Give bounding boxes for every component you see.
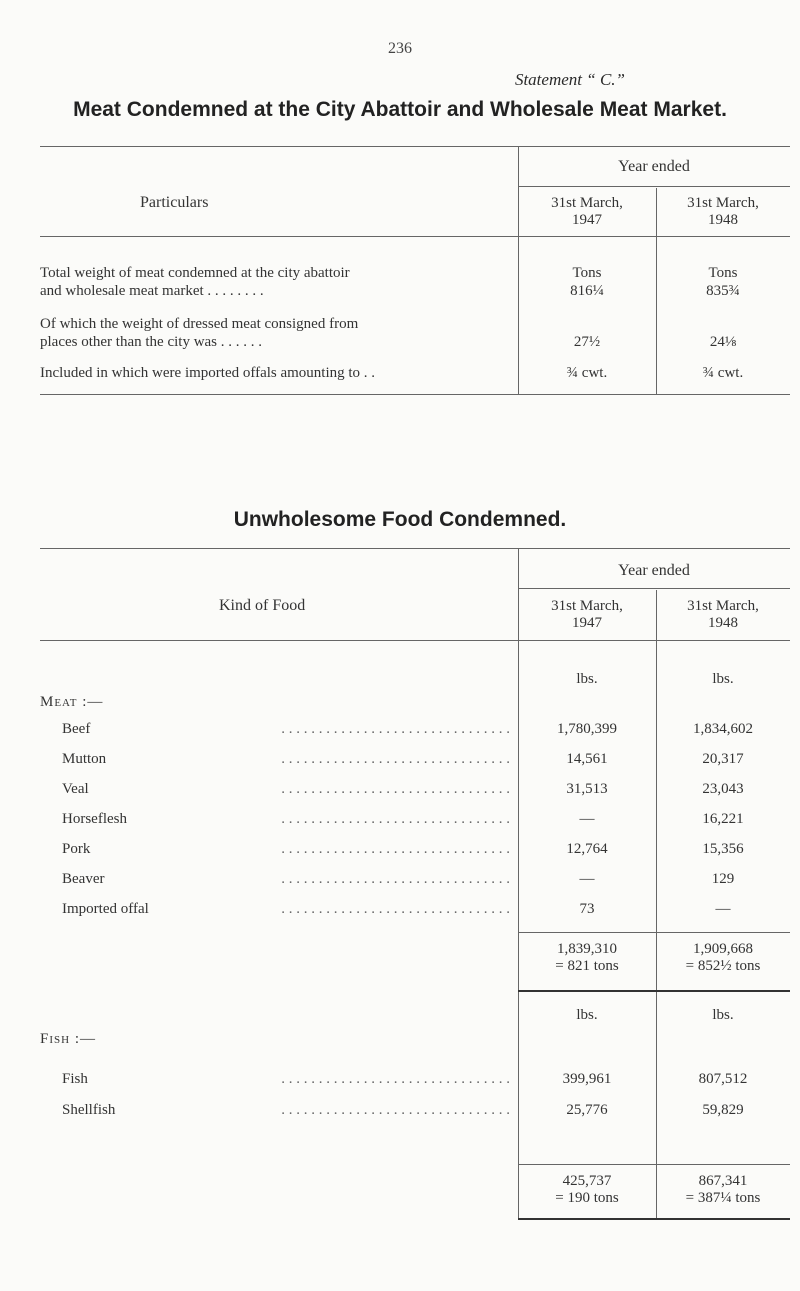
table2-col-1948-line2: 1948	[708, 615, 738, 631]
meat-row-label: Mutton	[62, 751, 107, 767]
table1-row2-label-line2: places other than the city was . . . . . .	[40, 334, 263, 350]
meat-heading: Meat :—	[40, 694, 104, 710]
fish-row-value-1948: 807,512	[698, 1071, 748, 1087]
meat-row-leader-dots: . . . . . . . . . . . . . . . . . . . . . . . . . . . . . . .	[281, 901, 510, 917]
fish-total-1948-tons: = 387¼ tons	[685, 1190, 761, 1206]
table2-header-rule	[40, 640, 790, 641]
meat-row-leader-dots: . . . . . . . . . . . . . . . . . . . . . . . . . . . . . . .	[281, 751, 510, 767]
meat-total-1947: 1,839,310	[557, 941, 617, 957]
table2-col-1947-line2: 1947	[572, 615, 602, 631]
fish-unit-1947: lbs.	[576, 1007, 598, 1023]
table1-year-ended: Year ended	[618, 158, 690, 175]
meat-row-value-1948: 23,043	[702, 781, 744, 797]
page-number: 236	[388, 40, 412, 57]
fish-total-rule	[518, 1218, 790, 1220]
table1-row2-value-1948: 24⅛	[709, 334, 737, 350]
meat-row-value-1948: 16,221	[702, 811, 744, 827]
fish-subtotal-rule	[518, 1164, 790, 1165]
meat-total-1948: 1,909,668	[693, 941, 753, 957]
meat-row-value-1947: 1,780,399	[557, 721, 617, 737]
meat-row-label: Veal	[62, 781, 89, 797]
table1-header-rule	[40, 236, 790, 237]
table1-col-particulars: Particulars	[140, 194, 209, 211]
meat-row-value-1948: 20,317	[702, 751, 744, 767]
meat-row-value-1947: 14,561	[566, 751, 608, 767]
statement-label: Statement “ C.”	[514, 70, 625, 89]
meat-row-value-1947: —	[579, 871, 595, 887]
table2-col-1948-line1: 31st March,	[687, 598, 759, 614]
meat-row-value-1947: —	[579, 811, 595, 827]
meat-row-leader-dots: . . . . . . . . . . . . . . . . . . . . . . . . . . . . . . .	[281, 841, 510, 857]
fish-row-label: Shellfish	[62, 1102, 116, 1118]
table1-row1-value-1948: 835¾	[706, 283, 740, 299]
meat-row-leader-dots: . . . . . . . . . . . . . . . . . . . . . . . . . . . . . . .	[281, 781, 510, 797]
table1-bottom-rule	[40, 394, 790, 395]
fish-total-1948: 867,341	[698, 1173, 748, 1189]
meat-unit-1947: lbs.	[576, 671, 598, 687]
table1-row3-label: Included in which were imported offals amounting to . .	[40, 365, 376, 381]
fish-row-value-1947: 25,776	[566, 1102, 608, 1118]
table1-col-1948-line1: 31st March,	[687, 195, 759, 211]
meat-row-value-1948: 15,356	[702, 841, 744, 857]
table2-top-rule	[40, 548, 790, 549]
meat-row-value-1947: 73	[579, 901, 595, 917]
meat-total-rule	[518, 990, 790, 992]
table1-col-1948-line2: 1948	[708, 212, 738, 228]
meat-row-leader-dots: . . . . . . . . . . . . . . . . . . . . . . . . . . . . . . .	[281, 871, 510, 887]
table2-col-kind: Kind of Food	[219, 597, 306, 614]
table1-row1-label-line2: and wholesale meat market . . . . . . . .	[40, 283, 264, 299]
fish-heading: Fish :—	[40, 1031, 96, 1047]
fish-unit-1948: lbs.	[712, 1007, 734, 1023]
meat-row-value-1948: 1,834,602	[693, 721, 753, 737]
table1-row3-value-1948: ¾ cwt.	[702, 365, 744, 381]
fish-total-1947: 425,737	[562, 1173, 612, 1189]
table1-col-1947-line1: 31st March,	[551, 195, 623, 211]
meat-row-leader-dots: . . . . . . . . . . . . . . . . . . . . . . . . . . . . . . .	[281, 811, 510, 827]
table1-row1-value-1947: 816¼	[570, 283, 604, 299]
meat-row-label: Horseflesh	[62, 811, 127, 827]
table1-row2-label-line1: Of which the weight of dressed meat consigned from	[40, 316, 359, 332]
table1-row1-label-line1: Total weight of meat condemned at the city abattoir	[40, 265, 350, 281]
table1-row1-unit-1947: Tons	[572, 265, 602, 281]
meat-row-leader-dots: . . . . . . . . . . . . . . . . . . . . . . . . . . . . . . .	[281, 721, 510, 737]
table2-title: Unwholesome Food Condemned.	[233, 508, 567, 531]
meat-total-1948-tons: = 852½ tons	[685, 958, 761, 974]
table1-row3-value-1947: ¾ cwt.	[566, 365, 608, 381]
table1-row1-unit-1948: Tons	[708, 265, 738, 281]
meat-row-label: Imported offal	[62, 901, 149, 917]
meat-row-value-1947: 31,513	[566, 781, 608, 797]
table1-top-rule	[40, 146, 790, 147]
table2-col-1947-line1: 31st March,	[551, 598, 623, 614]
fish-row-leader-dots: . . . . . . . . . . . . . . . . . . . . . . . . . . . . . . .	[281, 1071, 510, 1087]
table1-year-rule	[518, 186, 790, 187]
table2-year-rule	[518, 588, 790, 589]
table1-col-1947-line2: 1947	[572, 212, 602, 228]
meat-subtotal-rule	[518, 932, 790, 933]
meat-row-label: Pork	[62, 841, 91, 857]
fish-row-leader-dots: . . . . . . . . . . . . . . . . . . . . . . . . . . . . . . .	[281, 1102, 510, 1118]
fish-total-1947-tons: = 190 tons	[555, 1190, 619, 1206]
meat-row-label: Beaver	[62, 871, 105, 887]
meat-row-value-1948: —	[715, 901, 731, 917]
table1-title: Meat Condemned at the City Abattoir and Wholesale Meat Market.	[73, 98, 727, 121]
meat-row-label: Beef	[62, 721, 91, 737]
table2-year-ended: Year ended	[618, 562, 690, 579]
fish-row-label: Fish	[62, 1071, 88, 1087]
meat-total-1947-tons: = 821 tons	[555, 958, 619, 974]
meat-row-value-1948: 129	[711, 871, 735, 887]
meat-unit-1948: lbs.	[712, 671, 734, 687]
meat-row-value-1947: 12,764	[566, 841, 608, 857]
table1-row2-value-1947: 27½	[573, 334, 601, 350]
fish-row-value-1948: 59,829	[702, 1102, 744, 1118]
fish-row-value-1947: 399,961	[562, 1071, 612, 1087]
